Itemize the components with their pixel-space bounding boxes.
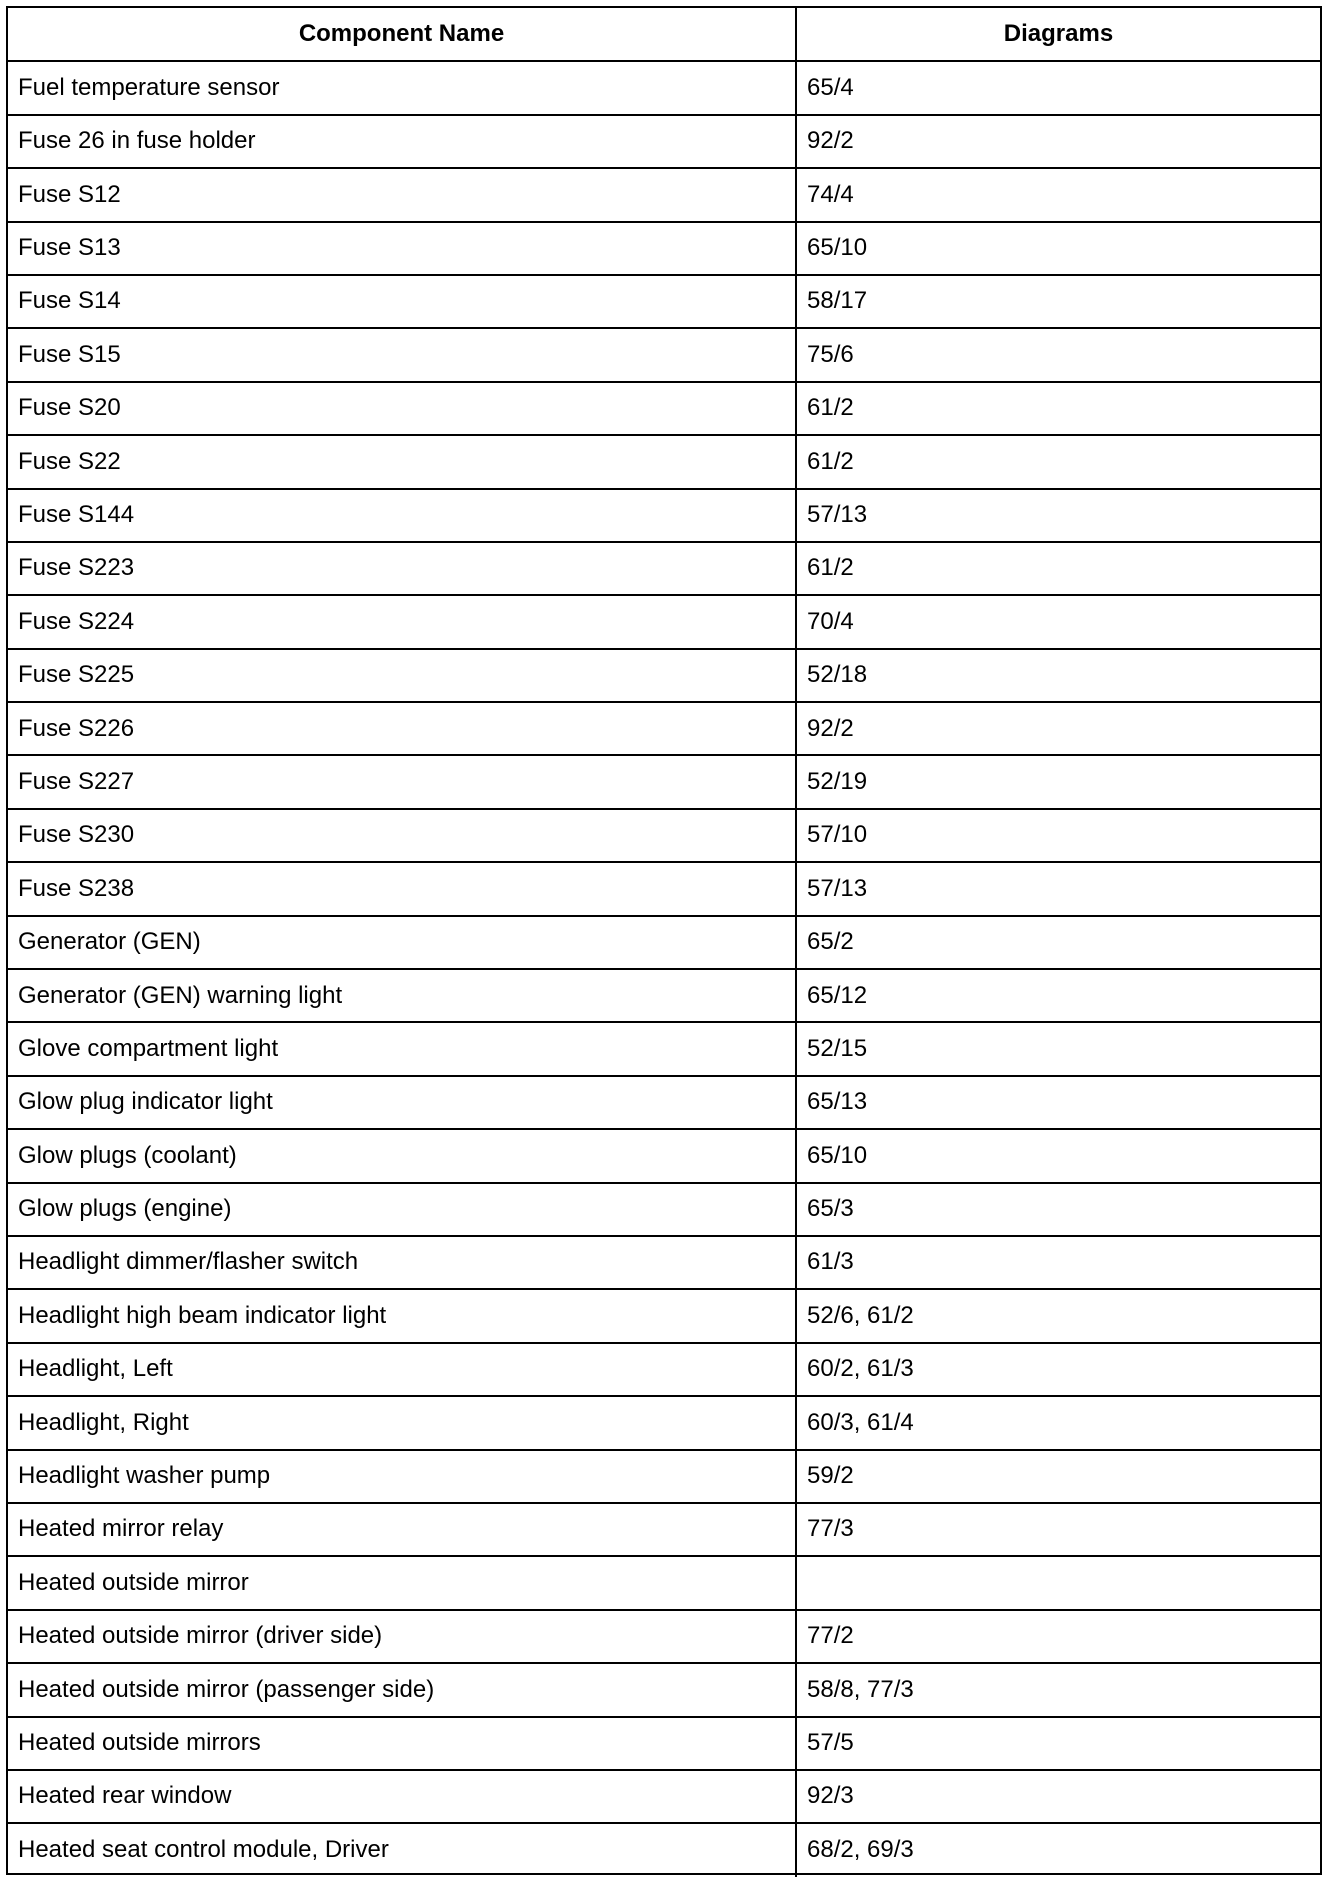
diagrams-cell: 65/13 (796, 1076, 1320, 1129)
component-name-cell: Glove compartment light (8, 1022, 796, 1075)
diagrams-cell: 65/3 (796, 1183, 1320, 1236)
table-row (8, 1183, 1320, 1236)
diagrams-cell: 92/2 (796, 702, 1320, 755)
component-name-cell: Heated outside mirror (driver side) (8, 1610, 796, 1663)
table-row (8, 1022, 1320, 1075)
diagrams-cell: 65/12 (796, 969, 1320, 1022)
table-row (8, 1289, 1320, 1342)
component-name-cell: Fuse 26 in fuse holder (8, 115, 796, 168)
diagrams-cell: 52/19 (796, 755, 1320, 808)
table-row (8, 809, 1320, 862)
table-row (8, 222, 1320, 275)
component-name-cell: Fuse S14 (8, 275, 796, 328)
component-name-cell: Headlight high beam indicator light (8, 1289, 796, 1342)
table-row (8, 1129, 1320, 1182)
component-name-cell: Fuse S15 (8, 328, 796, 381)
diagrams-cell: 65/10 (796, 222, 1320, 275)
diagrams-cell: 58/8, 77/3 (796, 1663, 1320, 1716)
diagrams-cell: 60/3, 61/4 (796, 1396, 1320, 1449)
diagrams-cell: 60/2, 61/3 (796, 1343, 1320, 1396)
diagrams-cell: 61/2 (796, 435, 1320, 488)
component-name-cell: Headlight dimmer/flasher switch (8, 1236, 796, 1289)
diagrams-cell: 52/18 (796, 649, 1320, 702)
table-row (8, 1343, 1320, 1396)
table-row (8, 1610, 1320, 1663)
diagrams-cell: 58/17 (796, 275, 1320, 328)
component-name-cell: Glow plugs (coolant) (8, 1129, 796, 1182)
diagrams-cell: 52/15 (796, 1022, 1320, 1075)
table-row (8, 115, 1320, 168)
table-row (8, 489, 1320, 542)
diagrams-cell: 77/2 (796, 1610, 1320, 1663)
component-diagram-index (6, 6, 1322, 1875)
table-row (8, 168, 1320, 221)
column-header-diagrams: Diagrams (796, 8, 1320, 61)
header-row (8, 8, 1320, 61)
diagrams-cell: 59/2 (796, 1450, 1320, 1503)
table-row (8, 328, 1320, 381)
table-row (8, 916, 1320, 969)
table-row (8, 1717, 1320, 1770)
component-name-cell: Headlight washer pump (8, 1450, 796, 1503)
component-name-cell: Fuse S22 (8, 435, 796, 488)
component-name-cell: Fuel temperature sensor (8, 61, 796, 114)
component-name-cell: Fuse S12 (8, 168, 796, 221)
component-name-cell: Fuse S13 (8, 222, 796, 275)
table-row (8, 1770, 1320, 1823)
table-row (8, 862, 1320, 915)
diagrams-cell: 61/3 (796, 1236, 1320, 1289)
diagrams-cell (796, 1556, 1320, 1609)
component-name-cell: Heated outside mirrors (8, 1717, 796, 1770)
table-body (8, 61, 1320, 1876)
table-row (8, 542, 1320, 595)
diagrams-cell: 57/13 (796, 862, 1320, 915)
table-row (8, 1503, 1320, 1556)
table-row (8, 1450, 1320, 1503)
table-row (8, 435, 1320, 488)
diagrams-cell: 57/10 (796, 809, 1320, 862)
component-name-cell: Generator (GEN) (8, 916, 796, 969)
diagrams-cell: 68/2, 69/3 (796, 1823, 1320, 1876)
component-name-cell: Fuse S144 (8, 489, 796, 542)
table-row (8, 969, 1320, 1022)
diagrams-cell: 74/4 (796, 168, 1320, 221)
component-name-cell: Heated rear window (8, 1770, 796, 1823)
diagrams-cell: 92/2 (796, 115, 1320, 168)
table-row (8, 1663, 1320, 1716)
component-name-cell: Heated mirror relay (8, 1503, 796, 1556)
diagrams-cell: 75/6 (796, 328, 1320, 381)
table-row (8, 1823, 1320, 1876)
diagrams-cell: 57/13 (796, 489, 1320, 542)
table-row (8, 61, 1320, 114)
component-name-cell: Glow plugs (engine) (8, 1183, 796, 1236)
table-row (8, 702, 1320, 755)
table-row (8, 595, 1320, 648)
diagrams-cell: 70/4 (796, 595, 1320, 648)
component-name-cell: Headlight, Right (8, 1396, 796, 1449)
component-name-cell: Generator (GEN) warning light (8, 969, 796, 1022)
component-table (8, 8, 1320, 1877)
table-row (8, 1556, 1320, 1609)
component-name-cell: Fuse S238 (8, 862, 796, 915)
component-name-cell: Fuse S225 (8, 649, 796, 702)
table-row (8, 755, 1320, 808)
diagrams-cell: 65/4 (796, 61, 1320, 114)
diagrams-cell: 61/2 (796, 382, 1320, 435)
component-name-cell: Heated seat control module, Driver (8, 1823, 796, 1876)
component-name-cell: Fuse S230 (8, 809, 796, 862)
diagrams-cell: 52/6, 61/2 (796, 1289, 1320, 1342)
table-row (8, 275, 1320, 328)
component-name-cell: Headlight, Left (8, 1343, 796, 1396)
component-name-cell: Heated outside mirror (8, 1556, 796, 1609)
component-name-cell: Fuse S224 (8, 595, 796, 648)
diagrams-cell: 77/3 (796, 1503, 1320, 1556)
component-name-cell: Heated outside mirror (passenger side) (8, 1663, 796, 1716)
diagrams-cell: 65/2 (796, 916, 1320, 969)
table-row (8, 382, 1320, 435)
column-header-component-name: Component Name (8, 8, 796, 61)
component-name-cell: Fuse S227 (8, 755, 796, 808)
component-name-cell: Glow plug indicator light (8, 1076, 796, 1129)
component-name-cell: Fuse S223 (8, 542, 796, 595)
diagrams-cell: 65/10 (796, 1129, 1320, 1182)
table-row (8, 1236, 1320, 1289)
diagrams-cell: 92/3 (796, 1770, 1320, 1823)
table-row (8, 1396, 1320, 1449)
component-name-cell: Fuse S226 (8, 702, 796, 755)
component-name-cell: Fuse S20 (8, 382, 796, 435)
diagrams-cell: 57/5 (796, 1717, 1320, 1770)
table-row (8, 1076, 1320, 1129)
diagrams-cell: 61/2 (796, 542, 1320, 595)
table-row (8, 649, 1320, 702)
